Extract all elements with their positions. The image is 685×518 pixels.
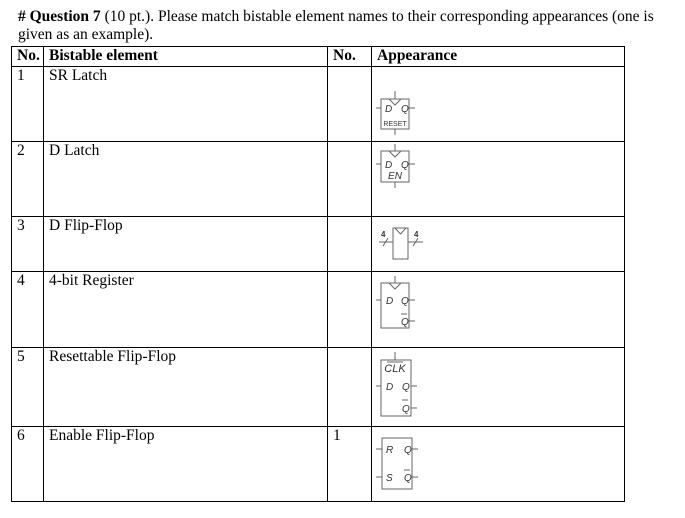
resettable-flip-flop-symbol	[372, 67, 624, 141]
answer-cell[interactable]	[328, 142, 372, 217]
r-input-label: R	[386, 445, 394, 456]
d-latch-symbol	[372, 348, 624, 426]
appearance-cell	[372, 348, 625, 427]
element-name: SR Latch	[44, 67, 328, 142]
question-prompt: (10 pt.). Please match bistable element names to their corresponding appearances (one is given as an example).	[18, 8, 654, 43]
element-name: Resettable Flip-Flop	[44, 348, 328, 427]
row-number: 2	[12, 142, 44, 217]
table-row	[12, 272, 625, 348]
q-bar-output-label: Q	[404, 473, 412, 484]
enable-flip-flop-symbol	[372, 142, 624, 216]
enable-input-label: EN	[388, 171, 402, 182]
answer-cell[interactable]	[328, 348, 372, 427]
answer-cell[interactable]	[328, 217, 372, 272]
row-number: 5	[12, 348, 44, 427]
question-text	[18, 8, 678, 44]
d-flip-flop-symbol	[372, 272, 624, 347]
element-name: D Latch	[44, 142, 328, 217]
answer-cell[interactable]	[328, 67, 372, 142]
table-row	[12, 142, 625, 217]
table-row	[12, 348, 625, 427]
appearance-cell	[372, 217, 625, 272]
q-output-label: Q	[404, 445, 412, 456]
input-bus-width: 4	[381, 230, 386, 239]
header-no: No.	[12, 47, 44, 67]
answer-cell[interactable]	[328, 272, 372, 348]
d-input-label: D	[386, 296, 394, 307]
output-bus-width: 4	[414, 230, 419, 239]
table-row	[12, 67, 625, 142]
answer-cell[interactable]: 1	[328, 427, 372, 502]
matching-table	[11, 46, 625, 502]
row-number: 3	[12, 217, 44, 272]
row-number: 4	[12, 272, 44, 348]
q-output-label: Q	[401, 104, 409, 115]
table-row	[12, 217, 625, 272]
q-bar-output-label: Q	[401, 317, 409, 328]
sr-latch-symbol	[372, 427, 624, 501]
d-input-label: D	[386, 382, 394, 393]
q-bar-output-label: Q	[402, 404, 410, 415]
d-input-label: D	[385, 160, 393, 171]
q-output-label: Q	[401, 160, 409, 171]
appearance-cell	[372, 67, 625, 142]
q-output-label: Q	[402, 382, 410, 393]
clk-input-label: CLK	[384, 363, 406, 375]
table-row	[12, 427, 625, 502]
appearance-cell	[372, 142, 625, 217]
question-number: # Question 7	[18, 8, 101, 25]
header-bistable-element: Bistable element	[44, 47, 328, 67]
reset-input-label: RESET	[383, 121, 407, 128]
element-name: Enable Flip-Flop	[44, 427, 328, 502]
header-appearance: Appearance	[372, 47, 625, 67]
appearance-cell	[372, 427, 625, 502]
element-name: 4-bit Register	[44, 272, 328, 348]
d-input-label: D	[385, 104, 393, 115]
row-number: 1	[12, 67, 44, 142]
register-symbol	[372, 217, 624, 271]
row-number: 6	[12, 427, 44, 502]
appearance-cell	[372, 272, 625, 348]
header-answer-no: No.	[328, 47, 372, 67]
q-output-label: Q	[401, 296, 409, 307]
element-name: D Flip-Flop	[44, 217, 328, 272]
s-input-label: S	[386, 473, 393, 484]
table-header-row	[12, 47, 625, 67]
